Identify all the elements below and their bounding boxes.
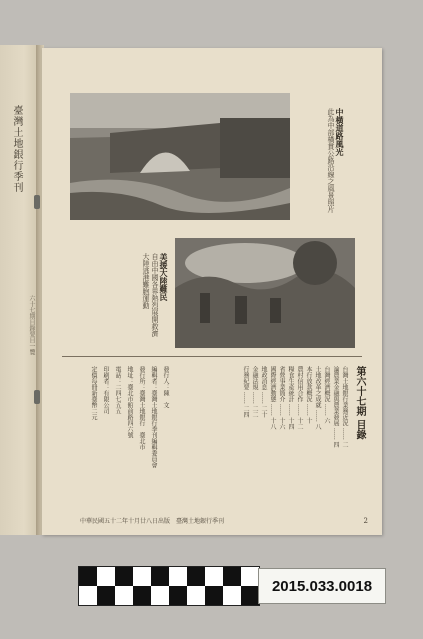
publisher-line: 地址：臺北市館前路四六號: [126, 366, 133, 438]
publisher-line: 發行所：臺灣土地銀行 臺北市: [138, 366, 145, 450]
toc-entry: 台灣經濟概況 …… 六: [323, 366, 330, 424]
toc-entry: 國際經濟動態 …… 十八: [269, 366, 276, 430]
page-number: 2: [363, 517, 368, 525]
table-of-contents: [172, 366, 367, 536]
caption-text: 自由中國各界熱烈展開救濟大陸逃港難胞運動: [142, 253, 159, 337]
toc-entry: 地政消息 …… 二十: [260, 366, 267, 418]
toc-entry: 本行放款概況 …… 十: [305, 366, 312, 424]
toc-entry: 金融法規 …… 二二: [251, 366, 258, 418]
caption-title: 中橫道路風光: [335, 108, 345, 156]
publisher-line: 編輯者：臺灣土地銀行季刊編輯委員會: [150, 366, 157, 468]
toc-entry: 糧食生產統計 …… 十四: [287, 366, 294, 430]
section-divider: [62, 356, 362, 357]
book-spine: [0, 45, 41, 535]
toc-entry: 省營事業簡介 …… 十六: [278, 366, 285, 430]
campsite-illustration: [175, 238, 355, 348]
publisher-line: 定價每冊新臺幣二元: [90, 366, 97, 420]
publisher-info: [70, 366, 170, 516]
color-scale-bar: [78, 566, 260, 606]
stone-arch-bridge-photo: [70, 93, 290, 220]
spine-small-text: 六十七期目錄要目一覽: [28, 295, 35, 355]
toc-entry: 農村信用合作 …… 十二: [296, 366, 303, 430]
toc-entry: 土地改革之成就 …… 八: [314, 366, 321, 430]
toc-entry: 台灣土地銀行業務近況 …… 二: [341, 366, 348, 448]
toc-heading: 第六十七期 目錄: [354, 366, 365, 440]
staple-top: [34, 195, 40, 209]
publisher-line: 發行人：陳 文: [162, 366, 169, 408]
publisher-line: 印刷者：有限公司: [102, 366, 109, 414]
spine-title: 臺灣土地銀行季刊: [11, 105, 22, 193]
toc-entry: 行務紀要 …… 二四: [242, 366, 249, 418]
catalog-number-label: 2015.033.0018: [258, 568, 386, 604]
caption-photo-2: [102, 253, 168, 338]
caption-text: 此為中部橫貫公路沿線之風景照片: [327, 108, 335, 213]
publication-date-line: 中華民國五十二年十月廿八日出版 臺灣土地銀行季刊: [80, 518, 225, 525]
caption-photo-1: [304, 108, 344, 218]
bridge-illustration: [70, 93, 290, 220]
toc-entry: 論農業金融與農業發展 …… 四: [332, 366, 339, 448]
magazine-page: [42, 48, 382, 535]
campsite-photo: [175, 238, 355, 348]
staple-bottom: [34, 390, 40, 404]
publisher-line: 電話：二四七五五: [114, 366, 121, 414]
caption-title: 美援大陸難民: [159, 253, 169, 301]
